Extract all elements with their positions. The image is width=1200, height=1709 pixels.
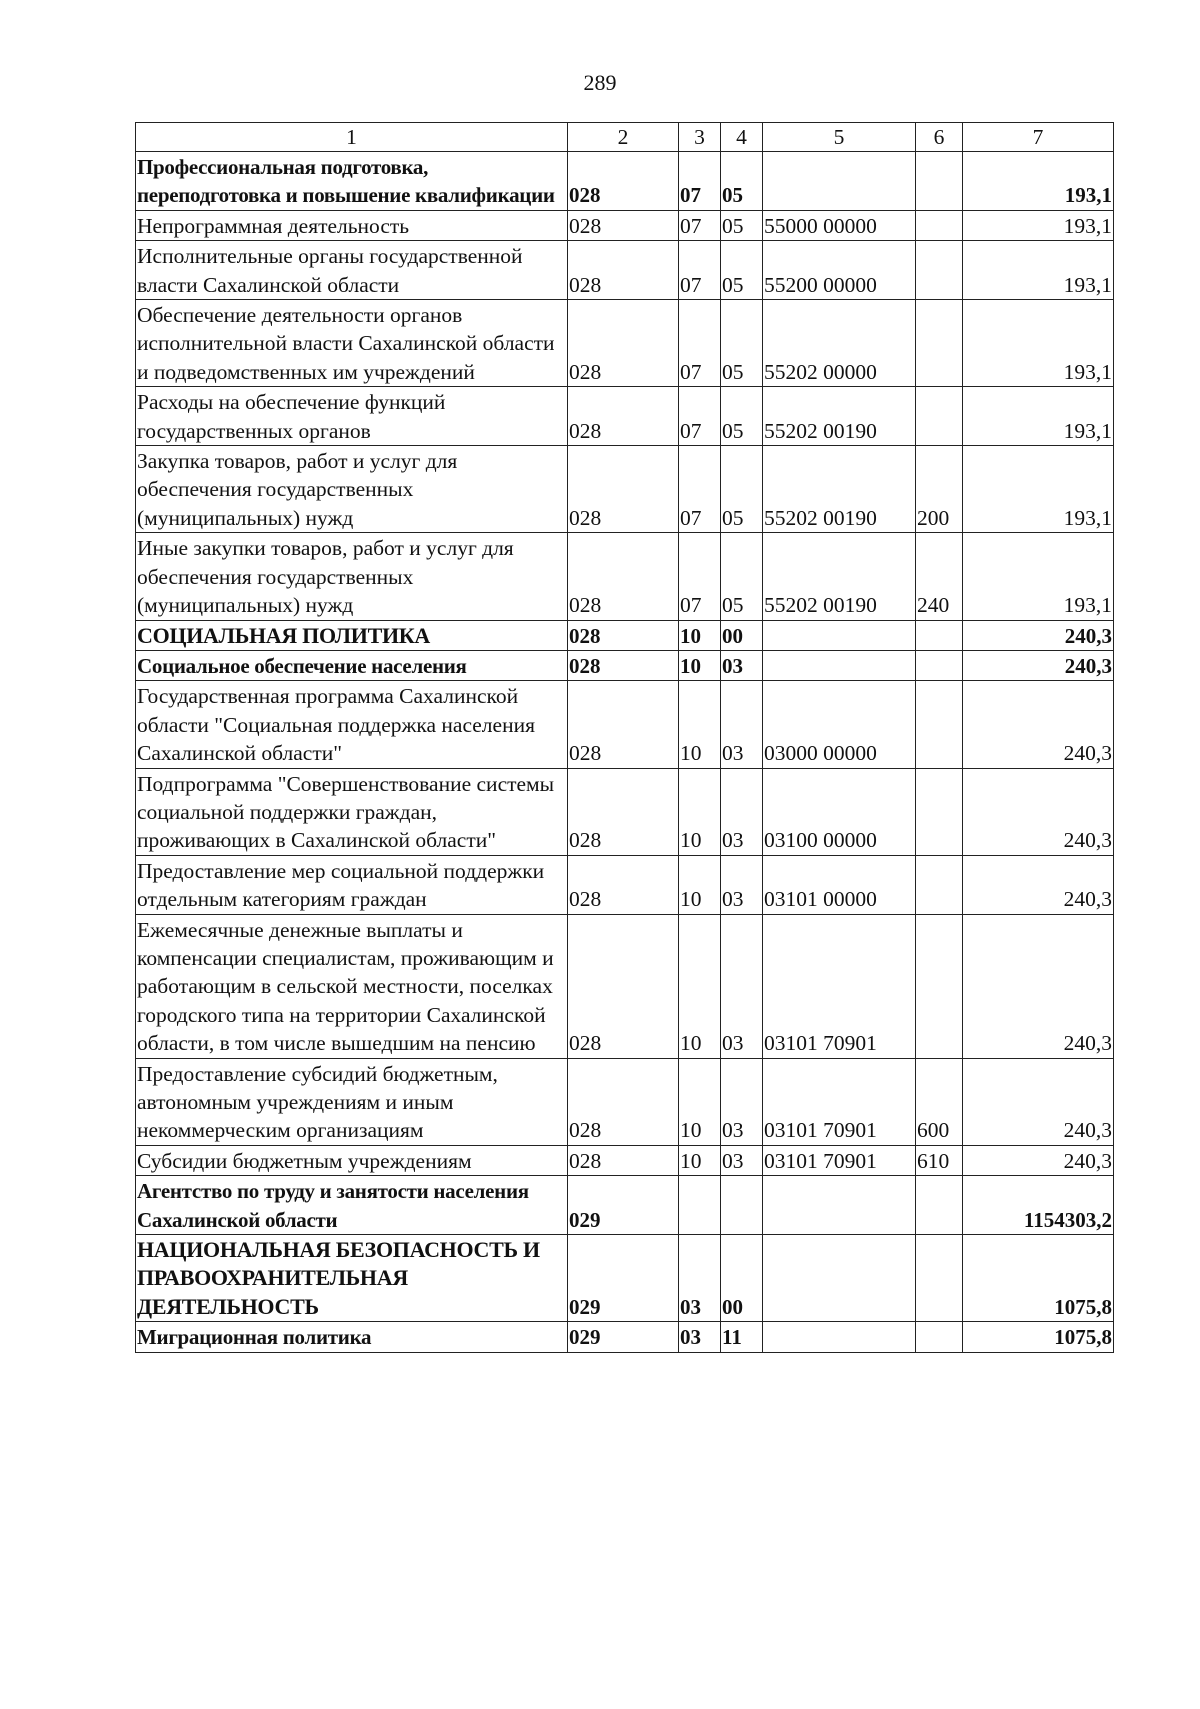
target-article-code (763, 1235, 916, 1322)
amount: 193,1 (963, 533, 1114, 620)
section-code: 10 (679, 1145, 721, 1175)
amount: 193,1 (963, 300, 1114, 387)
expense-type-code (916, 152, 963, 211)
table-row (136, 387, 1114, 446)
ministry-code: 028 (568, 768, 679, 855)
line-item-name: Расходы на обеспечение функций государственных органов (136, 387, 568, 446)
section-code: 10 (679, 620, 721, 650)
amount: 193,1 (963, 446, 1114, 533)
ministry-code: 028 (568, 210, 679, 240)
target-article-code: 55202 00190 (763, 387, 916, 446)
expense-type-code (916, 300, 963, 387)
subsection-code: 03 (721, 650, 763, 680)
amount: 1154303,2 (963, 1176, 1114, 1235)
amount: 240,3 (963, 1145, 1114, 1175)
section-code: 10 (679, 681, 721, 768)
budget-table (135, 122, 1114, 1353)
line-item-name: Предоставление субсидий бюджетным, автономным учреждениям и иным некоммерческим организациям (136, 1058, 568, 1145)
table-row (136, 152, 1114, 211)
subsection-code (721, 1176, 763, 1235)
table-row (136, 681, 1114, 768)
expense-type-code: 610 (916, 1145, 963, 1175)
target-article-code: 03000 00000 (763, 681, 916, 768)
subsection-code: 05 (721, 446, 763, 533)
line-item-name: Субсидии бюджетным учреждениям (136, 1145, 568, 1175)
subsection-code: 03 (721, 681, 763, 768)
target-article-code: 03101 70901 (763, 914, 916, 1058)
target-article-code: 03101 00000 (763, 855, 916, 914)
target-article-code: 03101 70901 (763, 1058, 916, 1145)
line-item-name: Непрограммная деятельность (136, 210, 568, 240)
line-item-name: Профессиональная подготовка, переподготовка и повышение квалификации (136, 152, 568, 211)
ministry-code: 028 (568, 681, 679, 768)
section-code: 10 (679, 1058, 721, 1145)
section-code: 07 (679, 152, 721, 211)
table-row (136, 533, 1114, 620)
subsection-code: 03 (721, 1145, 763, 1175)
target-article-code (763, 152, 916, 211)
header-cell: 7 (963, 123, 1114, 152)
target-article-code (763, 1322, 916, 1352)
line-item-name: Государственная программа Сахалинской области "Социальная поддержка населения Сахалинской области" (136, 681, 568, 768)
ministry-code: 028 (568, 446, 679, 533)
table-row (136, 650, 1114, 680)
expense-type-code (916, 1176, 963, 1235)
subsection-code: 05 (721, 300, 763, 387)
expense-type-code (916, 855, 963, 914)
expense-type-code (916, 210, 963, 240)
table-row (136, 1176, 1114, 1235)
target-article-code (763, 650, 916, 680)
target-article-code: 55200 00000 (763, 241, 916, 300)
header-cell: 1 (136, 123, 568, 152)
subsection-code: 05 (721, 387, 763, 446)
table-row (136, 620, 1114, 650)
header-cell: 4 (721, 123, 763, 152)
ministry-code: 029 (568, 1176, 679, 1235)
section-code: 10 (679, 914, 721, 1058)
amount: 240,3 (963, 620, 1114, 650)
subsection-code: 00 (721, 1235, 763, 1322)
header-cell: 3 (679, 123, 721, 152)
amount: 193,1 (963, 387, 1114, 446)
target-article-code: 55202 00190 (763, 533, 916, 620)
section-code: 10 (679, 650, 721, 680)
header-cell: 5 (763, 123, 916, 152)
page-number: 289 (583, 70, 617, 95)
line-item-name: Исполнительные органы государственной власти Сахалинской области (136, 241, 568, 300)
section-code: 07 (679, 300, 721, 387)
ministry-code: 028 (568, 914, 679, 1058)
target-article-code (763, 620, 916, 650)
amount: 1075,8 (963, 1322, 1114, 1352)
target-article-code: 55202 00000 (763, 300, 916, 387)
section-code: 03 (679, 1322, 721, 1352)
table-row (136, 1145, 1114, 1175)
line-item-name: Миграционная политика (136, 1322, 568, 1352)
ministry-code: 028 (568, 300, 679, 387)
amount: 193,1 (963, 241, 1114, 300)
line-item-name: Агентство по труду и занятости населения Сахалинской области (136, 1176, 568, 1235)
table-row (136, 1235, 1114, 1322)
table-row (136, 768, 1114, 855)
ministry-code: 028 (568, 387, 679, 446)
section-code: 07 (679, 210, 721, 240)
line-item-name: Ежемесячные денежные выплаты и компенсации специалистам, проживающим и работающим в сельской местности, поселках городского типа на территории Сахалинской области, в том числе вышедшим на пенсию (136, 914, 568, 1058)
line-item-name: НАЦИОНАЛЬНАЯ БЕЗОПАСНОСТЬ И ПРАВООХРАНИТЕЛЬНАЯ ДЕЯТЕЛЬНОСТЬ (136, 1235, 568, 1322)
ministry-code: 028 (568, 855, 679, 914)
expense-type-code: 240 (916, 533, 963, 620)
header-cell: 2 (568, 123, 679, 152)
expense-type-code (916, 241, 963, 300)
table-row (136, 1058, 1114, 1145)
expense-type-code (916, 650, 963, 680)
line-item-name: Закупка товаров, работ и услуг для обеспечения государственных (муниципальных) нужд (136, 446, 568, 533)
header-cell: 6 (916, 123, 963, 152)
amount: 240,3 (963, 650, 1114, 680)
ministry-code: 028 (568, 650, 679, 680)
table-row (136, 1322, 1114, 1352)
expense-type-code (916, 387, 963, 446)
amount: 240,3 (963, 1058, 1114, 1145)
section-code: 07 (679, 446, 721, 533)
subsection-code: 03 (721, 1058, 763, 1145)
amount: 240,3 (963, 914, 1114, 1058)
line-item-name: Социальное обеспечение населения (136, 650, 568, 680)
table-row (136, 914, 1114, 1058)
subsection-code: 03 (721, 768, 763, 855)
subsection-code: 05 (721, 152, 763, 211)
section-code: 10 (679, 855, 721, 914)
ministry-code: 028 (568, 152, 679, 211)
target-article-code: 55000 00000 (763, 210, 916, 240)
subsection-code: 11 (721, 1322, 763, 1352)
section-code: 10 (679, 768, 721, 855)
ministry-code: 028 (568, 533, 679, 620)
subsection-code: 05 (721, 533, 763, 620)
section-code: 03 (679, 1235, 721, 1322)
expense-type-code (916, 768, 963, 855)
line-item-name: Предоставление мер социальной поддержки отдельным категориям граждан (136, 855, 568, 914)
ministry-code: 028 (568, 620, 679, 650)
subsection-code: 00 (721, 620, 763, 650)
subsection-code: 03 (721, 914, 763, 1058)
subsection-code: 05 (721, 210, 763, 240)
line-item-name: Иные закупки товаров, работ и услуг для обеспечения государственных (муниципальных) нужд (136, 533, 568, 620)
section-code (679, 1176, 721, 1235)
line-item-name: Обеспечение деятельности органов исполнительной власти Сахалинской области и подведомственных им учреждений (136, 300, 568, 387)
table-row (136, 241, 1114, 300)
ministry-code: 028 (568, 1145, 679, 1175)
subsection-code: 05 (721, 241, 763, 300)
table-row (136, 210, 1114, 240)
expense-type-code: 200 (916, 446, 963, 533)
table-row (136, 855, 1114, 914)
expense-type-code (916, 681, 963, 768)
target-article-code: 03101 70901 (763, 1145, 916, 1175)
target-article-code (763, 1176, 916, 1235)
target-article-code: 55202 00190 (763, 446, 916, 533)
target-article-code: 03100 00000 (763, 768, 916, 855)
amount: 193,1 (963, 152, 1114, 211)
expense-type-code (916, 1322, 963, 1352)
ministry-code: 029 (568, 1235, 679, 1322)
expense-type-code (916, 914, 963, 1058)
table-row (136, 300, 1114, 387)
subsection-code: 03 (721, 855, 763, 914)
ministry-code: 029 (568, 1322, 679, 1352)
line-item-name: Подпрограмма "Совершенствование системы социальной поддержки граждан, проживающих в Сахалинской области" (136, 768, 568, 855)
ministry-code: 028 (568, 241, 679, 300)
section-code: 07 (679, 533, 721, 620)
amount: 240,3 (963, 855, 1114, 914)
table-row (136, 446, 1114, 533)
amount: 193,1 (963, 210, 1114, 240)
table-header-row (136, 123, 1114, 152)
amount: 240,3 (963, 768, 1114, 855)
line-item-name: СОЦИАЛЬНАЯ ПОЛИТИКА (136, 620, 568, 650)
ministry-code: 028 (568, 1058, 679, 1145)
amount: 240,3 (963, 681, 1114, 768)
amount: 1075,8 (963, 1235, 1114, 1322)
section-code: 07 (679, 387, 721, 446)
expense-type-code (916, 1235, 963, 1322)
expense-type-code: 600 (916, 1058, 963, 1145)
expense-type-code (916, 620, 963, 650)
section-code: 07 (679, 241, 721, 300)
